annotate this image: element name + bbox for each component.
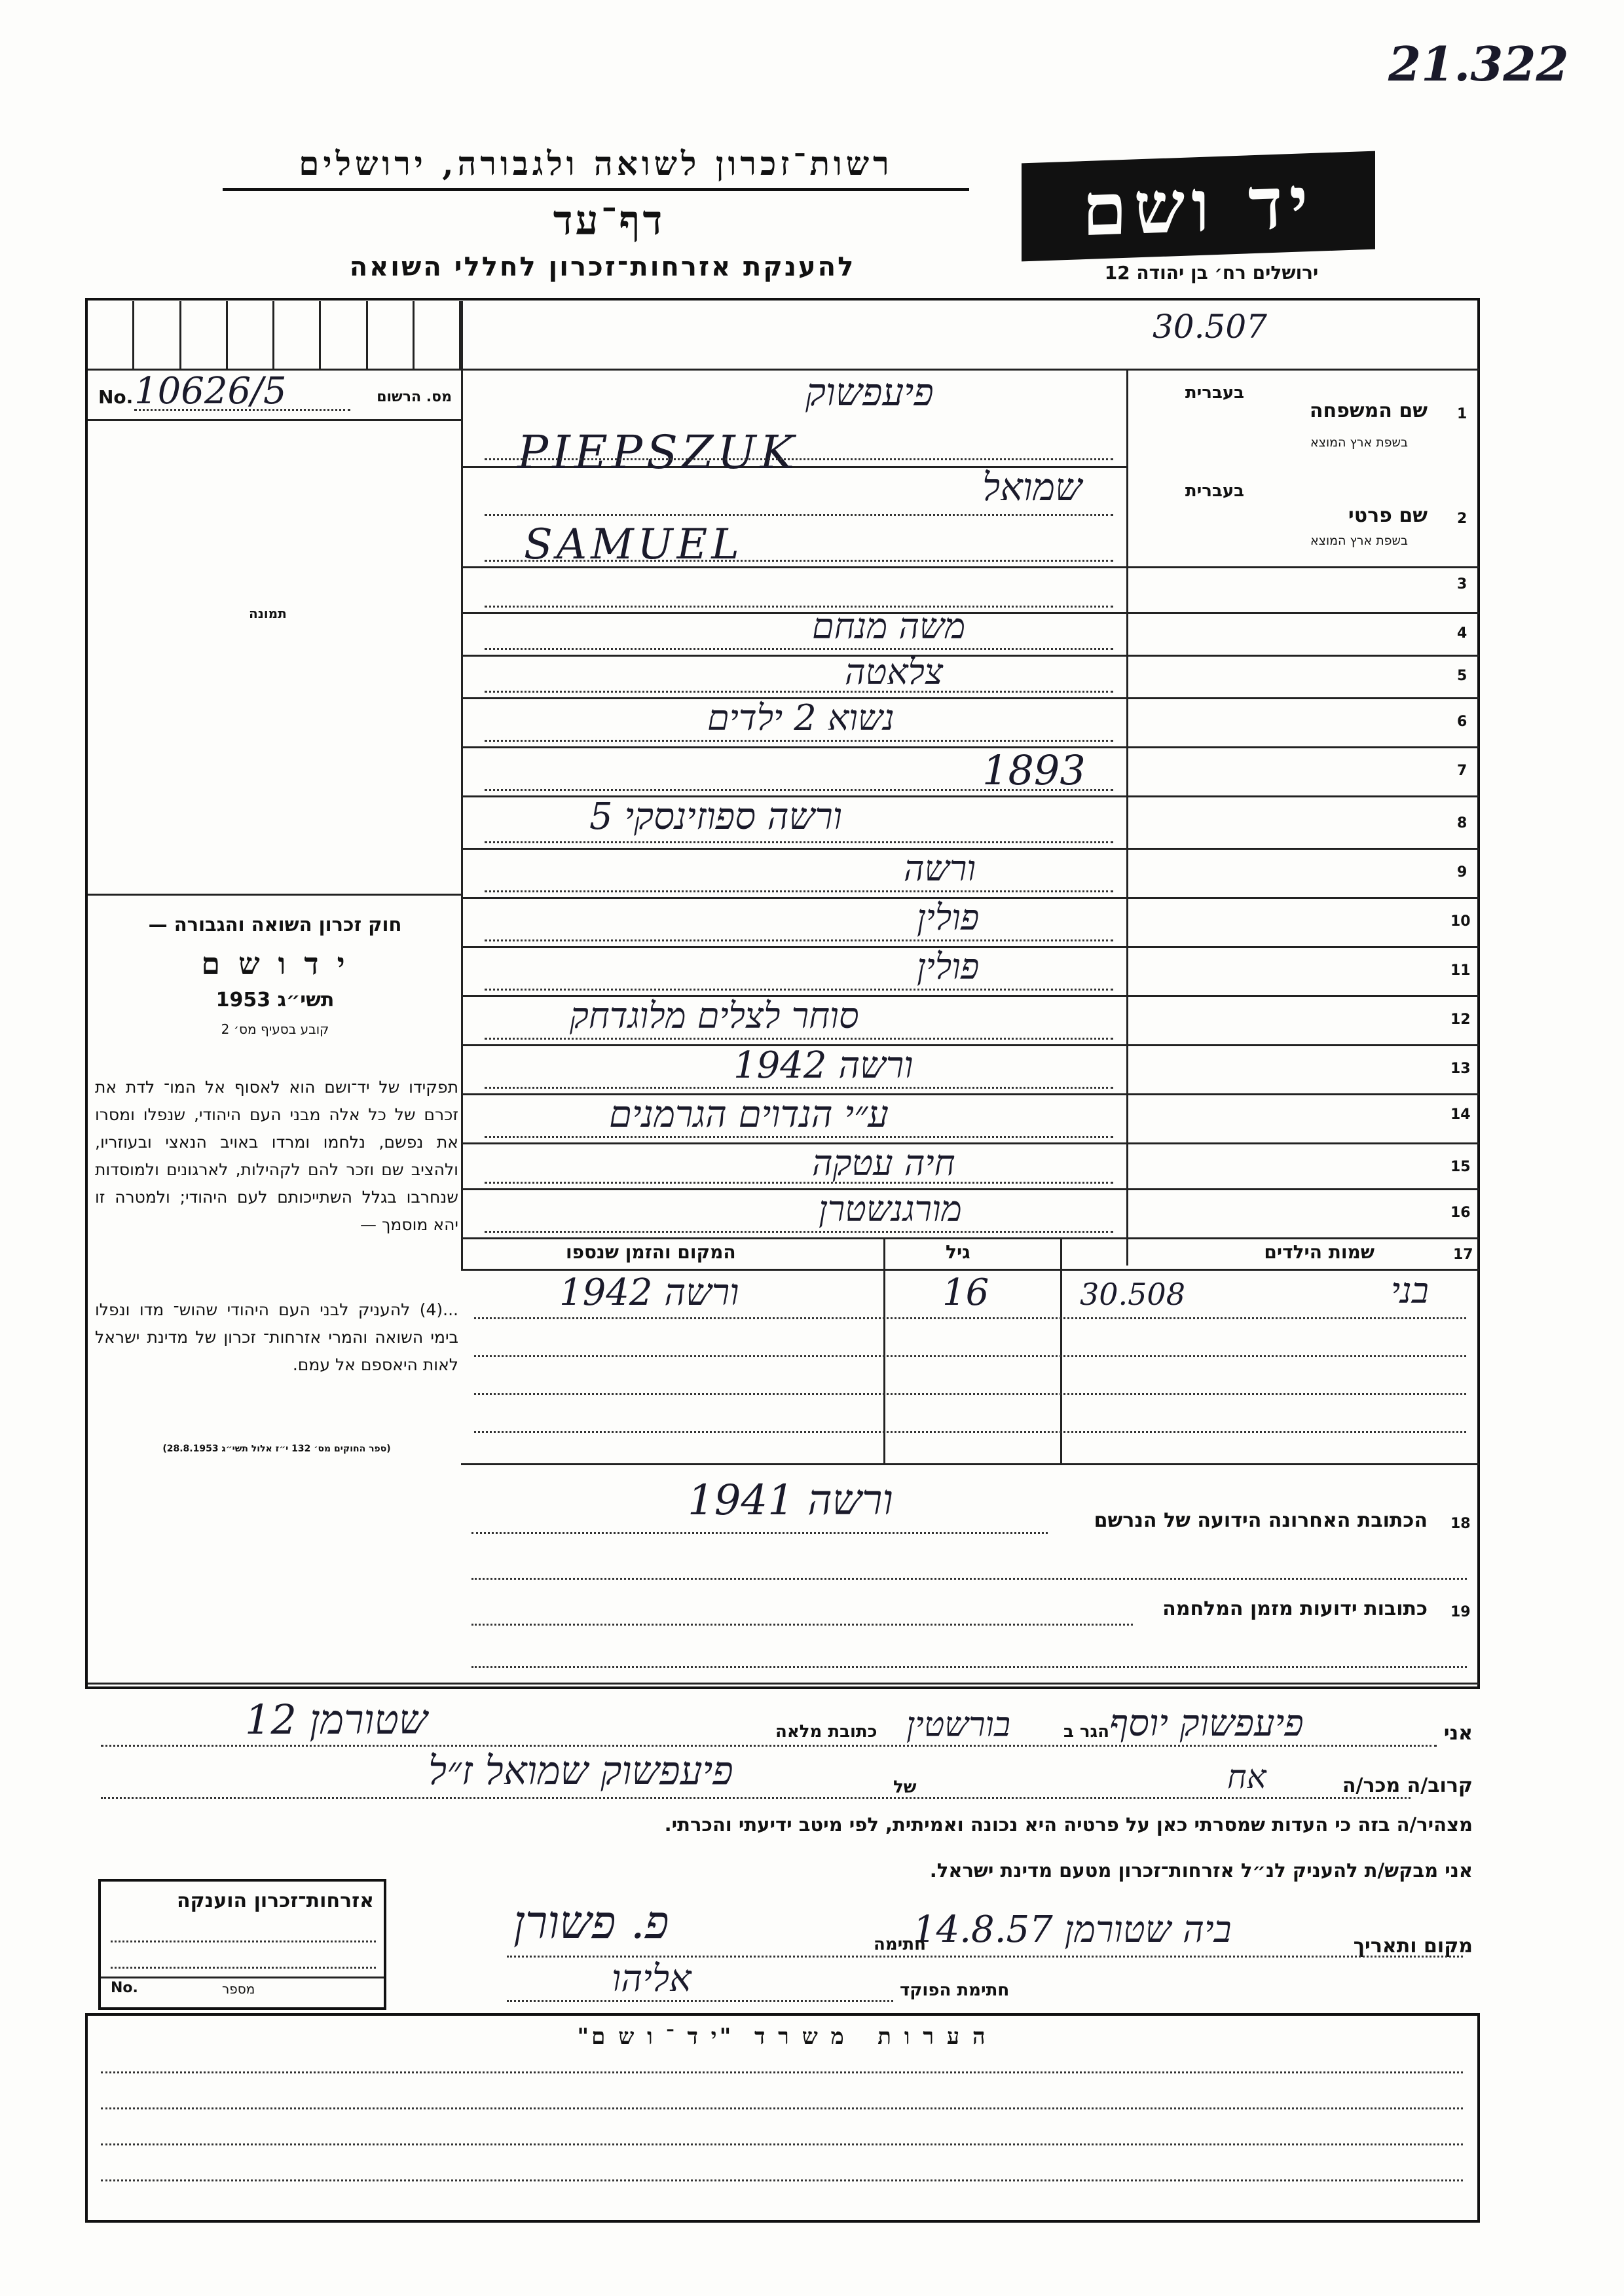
field-14-number: 14	[1450, 1106, 1471, 1123]
field-1-hebrew-label: בעברית	[1185, 383, 1244, 403]
law-name: י ד ו ש ם	[201, 946, 349, 981]
field-5-number: 5	[1457, 668, 1467, 684]
citizenship-no-label: No.	[111, 1980, 138, 1996]
citizenship-box	[98, 1879, 386, 2010]
registration-label: מס. הרשום	[377, 389, 452, 405]
declaration-request: אני מבקש/ת להעניק לנ״ל אזרחות־זכרון מטעם מדינת ישראל.	[929, 1859, 1473, 1882]
office-notes-title: ה ע ר ו ת מ ש ר ד "י ד ־ ו ש ם"	[577, 2024, 988, 2050]
child-age: 16	[942, 1271, 989, 1314]
declaration-i-label: אני	[1443, 1722, 1473, 1745]
field-9-number: 9	[1457, 864, 1467, 881]
field-15-value: חיה עטקה	[812, 1142, 955, 1184]
declaration-relation-label: קרוב/ה מכר/ה	[1342, 1774, 1473, 1797]
declaration-of-label: של	[893, 1777, 917, 1797]
declarant-address: שטורמן 12	[245, 1696, 428, 1743]
office-notes-box	[85, 2013, 1480, 2223]
field-18-number: 18	[1450, 1516, 1471, 1532]
field-7-number: 7	[1457, 763, 1467, 779]
declarant-residence: בורשטין	[906, 1705, 1011, 1745]
field-19-number: 19	[1450, 1604, 1471, 1620]
field-4-number: 4	[1457, 625, 1467, 642]
archive-number: 21.322	[1388, 36, 1569, 92]
law-clause: קובע בסעיף מס׳ 2	[221, 1021, 329, 1037]
field-16-value: מורגנשטרן	[819, 1188, 962, 1230]
field-12-value: סוחר לצלים מלוגדחק	[570, 995, 859, 1036]
field-18-label: הכתובת האחרונה הידועה של הנרשם	[1094, 1509, 1428, 1532]
field-19-label: כתובות ידועות מזמן המלחמה	[1162, 1597, 1428, 1620]
field-2-origin-label: בשפת ארץ המוצא	[1310, 534, 1408, 548]
signature-label: חתימה	[874, 1935, 926, 1954]
declaration-address-label: כתובת מלאה	[775, 1722, 877, 1741]
field-1-value-hebrew: פיעפשוק	[805, 370, 934, 414]
field-2-value-origin: SAMUEL	[524, 520, 743, 569]
child-place: ורשה 1942	[559, 1271, 739, 1314]
field-10-value: פולין	[917, 897, 980, 938]
field-7-value: 1893	[982, 746, 1086, 794]
declarant-name: פיעפשוק יוסף	[1109, 1702, 1304, 1745]
field-12-number: 12	[1450, 1011, 1471, 1028]
header-address: ירושלים רח׳ בן יהודה 12	[1104, 262, 1319, 283]
field-8-value: ורשה ספוזינסקי 5	[589, 795, 843, 838]
place-date-label: מקום ותאריך	[1353, 1935, 1473, 1958]
field-6-number: 6	[1457, 714, 1467, 730]
logo-text: יד ושם	[1082, 159, 1315, 253]
field-2-number: 2	[1457, 511, 1467, 527]
field-2-label: שם פרטי	[1348, 504, 1428, 527]
yad-vashem-logo	[1022, 151, 1375, 262]
declaration-statement: מצהיר/ה בזה כי העדות שמסרתי כאן על פרטיה היא נכונה ואמיתית, לפי מיטב ידיעתי והכרתי.	[664, 1813, 1473, 1836]
photo-label: תמונה	[249, 606, 287, 621]
children-number: 17	[1453, 1247, 1473, 1263]
field-4-value: משה מנחם	[812, 606, 966, 647]
field-13-value: ורשה 1942	[733, 1044, 913, 1087]
field-13-number: 13	[1450, 1061, 1471, 1077]
officer-signature: אליהו	[612, 1958, 692, 2000]
field-5-value: צלאטה	[845, 651, 944, 693]
registration-field	[98, 370, 452, 419]
place-date-value: ביה שטורמן 14.8.57	[913, 1908, 1232, 1951]
field-11-value: פולין	[917, 946, 980, 987]
deceased-name: פיעפשוק שמואל ז״ל	[428, 1748, 733, 1794]
declaration-resides-label: הגר ב	[1063, 1722, 1110, 1741]
field-9-value: ורשה	[904, 848, 976, 889]
citizenship-title: אזרחות־זכרון הוענקה	[176, 1889, 374, 1912]
children-table	[461, 1237, 1479, 1463]
field-14-value: ע״י הנדוים הגרמנים	[609, 1093, 889, 1136]
registration-number: 10626/5	[134, 370, 287, 412]
document-title: דף־עד	[553, 196, 665, 244]
field-18-value: ורשה 1941	[688, 1476, 893, 1525]
signature-value: פ. פשורן	[513, 1895, 669, 1949]
child-number: 30.508	[1080, 1277, 1185, 1312]
children-col-names: שמות הילדים	[1264, 1241, 1375, 1263]
children-col-place: המקום והזמן שנספו	[566, 1241, 736, 1263]
registration-no-label: No.	[98, 386, 134, 408]
field-11-number: 11	[1450, 962, 1471, 979]
field-16-number: 16	[1450, 1205, 1471, 1221]
law-source: (ספר החוקים מס׳ 132 י״ז אלול תשי״ג 28.8.1953)	[162, 1444, 391, 1454]
field-1-origin-label: בשפת ארץ המוצא	[1310, 435, 1408, 450]
field-2-hebrew-label: בעברית	[1185, 481, 1244, 501]
field-3-number: 3	[1457, 576, 1467, 592]
children-col-age: גיל	[946, 1241, 970, 1263]
field-6-value: נשוא 2 ילדים	[707, 697, 895, 738]
field-10-number: 10	[1450, 913, 1471, 930]
field-15-number: 15	[1450, 1159, 1471, 1175]
law-paragraph-1: תפקידו של יד־ושם הוא לאסוף אל המו־ לדת את זכרם של כל אלה מבני העם היהודי, שנפלו ומסרו את נפשם, נלחמו ומרדו באויב הנאצי ובעוזריו, ולהציב שם וזכר להם לקהילות, לארגונים ולמוסדות שנחרבו בגלל השתייכותם לעם היהודי; ולמטרה זו יהא מוסמך —	[95, 1078, 458, 1234]
field-1-number: 1	[1457, 406, 1467, 422]
top-number: 30.507	[1153, 308, 1267, 346]
child-name: בני	[1391, 1270, 1429, 1311]
law-year: תשי״ג 1953	[215, 989, 335, 1011]
document-subtitle: להענקת אזרחות־זכרון לחללי השואה	[349, 252, 856, 282]
field-1-label: שם המשפחה	[1309, 399, 1428, 422]
field-8-number: 8	[1457, 815, 1467, 831]
field-1-value-origin: PIEPSZUK	[517, 426, 798, 479]
law-title: חוק זכרון השואה והגבורה —	[148, 913, 402, 936]
citizenship-number-label: מספר	[222, 1981, 255, 1997]
declarant-relation: אח	[1227, 1758, 1266, 1796]
field-2-value-hebrew: שמואל	[982, 465, 1082, 509]
law-paragraph-2: ...(4) להעניק לבני העם היהודי שהוש־ מדו ונפלו בימי השואה והמרי אזרחות־ זכרון של מדינת ישראל לאות היאספם אל עמם.	[95, 1300, 458, 1374]
authority-name: רשות־זכרון לשואה ולגבורה, ירושלים	[223, 144, 969, 191]
officer-signature-label: חתימת הפוקד	[900, 1980, 1010, 2000]
code-boxes	[88, 301, 461, 370]
